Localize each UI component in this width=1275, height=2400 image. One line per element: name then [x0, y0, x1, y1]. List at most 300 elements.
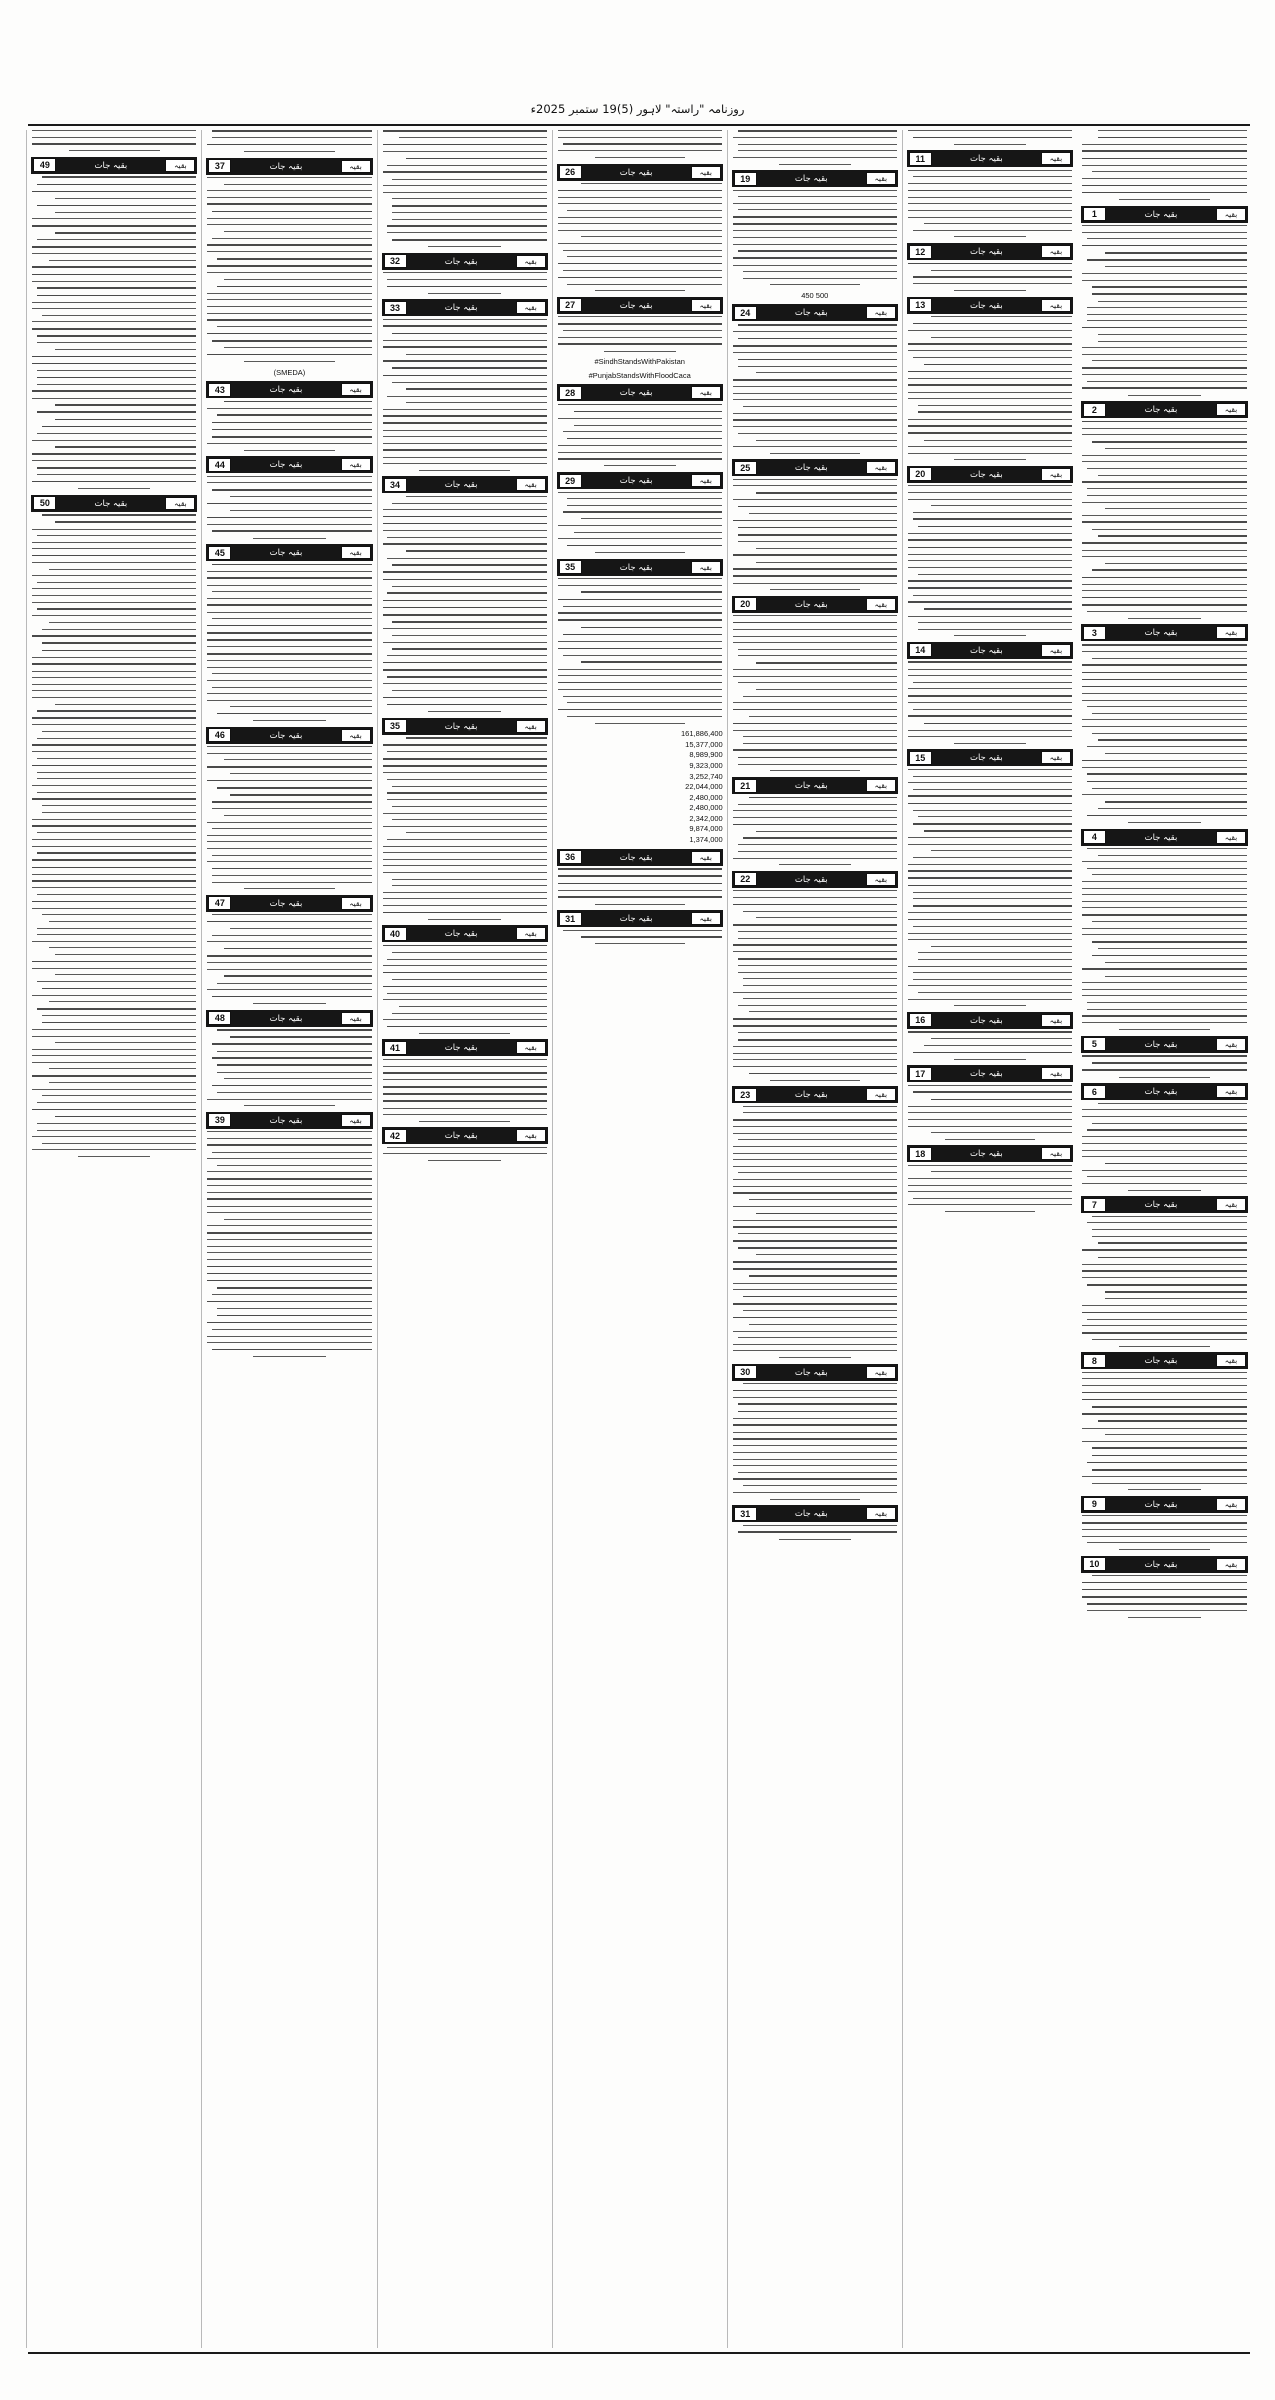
- text-line: [1098, 1257, 1247, 1259]
- text-line: [42, 988, 196, 990]
- text-line: [32, 274, 196, 276]
- text-line: [383, 852, 547, 853]
- text-line: [738, 1411, 897, 1413]
- text-line: [207, 660, 371, 661]
- text-line: [32, 1075, 196, 1077]
- text-line: [1082, 693, 1247, 694]
- section-label: بقیہ جات: [269, 460, 303, 471]
- text-line: [399, 1006, 547, 1007]
- text-line: [931, 850, 1072, 851]
- article-block-33: [382, 299, 548, 471]
- text-line: [954, 743, 1026, 744]
- text-line: [207, 1225, 371, 1226]
- article-header-bar: [732, 777, 898, 794]
- continuation-tag: بقیہ: [866, 873, 896, 886]
- text-line: [918, 411, 1072, 413]
- text-line: [217, 326, 371, 327]
- section-label: بقیہ جات: [94, 498, 128, 509]
- text-line: [581, 236, 722, 237]
- text-line: [55, 521, 196, 523]
- text-line: [383, 319, 547, 320]
- text-line: [918, 629, 1072, 630]
- text-line: [733, 669, 897, 670]
- text-line: [1105, 1434, 1247, 1435]
- article-number-badge: 15: [909, 751, 932, 765]
- numeric-value: 2,342,000: [689, 813, 723, 823]
- text-line: [212, 238, 371, 239]
- article-block-8: [1081, 1352, 1248, 1490]
- text-line: [908, 1191, 1072, 1192]
- text-line: [387, 792, 546, 794]
- text-line: [954, 236, 1026, 237]
- text-line: [217, 1092, 371, 1093]
- article-block-15: [907, 749, 1073, 1006]
- text-line: [595, 904, 685, 905]
- text-line: [42, 176, 196, 178]
- text-line: [32, 690, 196, 691]
- text-line: [908, 203, 1072, 204]
- text-line: [224, 347, 372, 348]
- text-line: [913, 857, 1072, 858]
- text-line: [558, 197, 722, 198]
- article-body: [206, 1131, 372, 1357]
- text-line: [733, 554, 897, 556]
- article-header-bar: [907, 749, 1073, 766]
- text-line: [908, 912, 1072, 913]
- article-block-28: [557, 384, 723, 466]
- article-body: [907, 170, 1073, 238]
- text-line: [738, 130, 897, 132]
- text-line: [908, 661, 1072, 663]
- text-line: [383, 986, 547, 988]
- text-line: [37, 335, 196, 337]
- section-label: بقیہ جات: [444, 256, 478, 267]
- article-body: [907, 316, 1073, 460]
- text-line: [733, 230, 897, 231]
- text-line: [383, 530, 547, 531]
- text-line: [738, 931, 897, 932]
- text-line: [558, 599, 722, 601]
- text-line: [738, 1032, 897, 1033]
- continuation-tag: بقیہ: [1216, 1198, 1246, 1211]
- text-line: [908, 425, 1072, 427]
- text-line: [733, 1066, 897, 1067]
- text-line: [1082, 719, 1247, 720]
- text-line: [558, 585, 722, 586]
- text-line: [383, 272, 547, 273]
- text-line: [392, 179, 546, 180]
- text-line: [756, 562, 897, 563]
- text-line: [567, 702, 721, 703]
- text-line: [749, 716, 897, 717]
- text-line: [383, 669, 547, 671]
- text-line: [733, 636, 897, 637]
- text-line: [406, 354, 547, 355]
- text-line: [387, 959, 546, 960]
- text-line: [954, 144, 1026, 145]
- text-line: [207, 299, 371, 300]
- text-line: [224, 279, 372, 280]
- text-line: [733, 1397, 897, 1398]
- text-line: [32, 130, 196, 131]
- text-line: [733, 642, 897, 643]
- text-line: [738, 144, 897, 145]
- text-line: [55, 1042, 196, 1043]
- text-line: [908, 263, 1072, 265]
- text-line: [567, 438, 721, 440]
- text-line: [1105, 962, 1247, 963]
- text-line: [913, 595, 1072, 596]
- article-header-bar: [382, 1039, 548, 1056]
- article-header-bar: [907, 1065, 1073, 1082]
- text-line: [908, 736, 1072, 737]
- text-line: [1087, 1009, 1247, 1010]
- article-block-continued: [557, 130, 723, 158]
- article-body: [1081, 848, 1248, 1030]
- text-line: [383, 443, 547, 444]
- article-header-bar: [382, 299, 548, 316]
- text-line: [37, 1008, 196, 1010]
- text-line: [581, 627, 722, 629]
- text-line: [212, 801, 371, 803]
- section-label: بقیہ جات: [269, 898, 303, 909]
- text-line: [32, 481, 196, 483]
- text-line: [387, 993, 546, 994]
- text-line: [558, 648, 722, 650]
- article-number-badge: 36: [559, 850, 582, 864]
- continuation-tag: بقیہ: [1216, 1038, 1246, 1051]
- text-line: [558, 875, 722, 877]
- section-label: بقیہ جات: [619, 562, 653, 573]
- text-line: [558, 689, 722, 690]
- text-line: [1098, 948, 1247, 949]
- section-label: بقیہ جات: [969, 1015, 1003, 1026]
- text-line: [738, 366, 897, 367]
- article-header-bar: [907, 1145, 1073, 1162]
- text-line: [908, 492, 1072, 493]
- article-number-badge: 28: [559, 386, 582, 400]
- text-line: [32, 684, 196, 685]
- text-line: [743, 736, 897, 737]
- text-line: [1098, 1242, 1247, 1244]
- article-number-badge: 29: [559, 474, 582, 488]
- text-line: [419, 1033, 509, 1034]
- text-line: [908, 616, 1072, 617]
- text-line: [42, 914, 196, 915]
- text-line: [212, 855, 371, 856]
- article-header-bar: [382, 476, 548, 493]
- text-line: [945, 1211, 1035, 1212]
- text-line: [207, 218, 371, 219]
- text-line: [756, 917, 897, 918]
- text-line: [37, 184, 196, 186]
- text-line: [428, 246, 500, 247]
- text-line: [908, 130, 1072, 131]
- text-line: [931, 316, 1072, 317]
- text-line: [1082, 225, 1247, 226]
- text-line: [756, 492, 897, 494]
- text-line: [581, 183, 722, 184]
- text-line: [1082, 651, 1247, 652]
- text-line: [1082, 604, 1247, 606]
- text-line: [42, 1095, 196, 1096]
- article-block-9: [1081, 1496, 1248, 1550]
- section-label: بقیہ جات: [794, 308, 828, 319]
- text-line: [207, 1342, 371, 1343]
- text-line: [244, 151, 334, 152]
- text-line: [558, 404, 722, 406]
- text-line: [217, 258, 371, 260]
- text-line: [581, 936, 722, 938]
- text-line: [931, 337, 1072, 338]
- article-header-bar: [31, 495, 197, 512]
- continuation-tag: بقیہ: [1216, 1354, 1246, 1367]
- text-line: [37, 535, 196, 536]
- text-line: [383, 1072, 547, 1074]
- text-line: [908, 217, 1072, 218]
- continuation-tag: بقیہ: [516, 255, 546, 268]
- text-line: [924, 1045, 1072, 1046]
- text-line: [207, 969, 371, 970]
- text-line: [733, 1226, 897, 1228]
- text-line: [1119, 1346, 1210, 1347]
- article-header-bar: [732, 596, 898, 613]
- section-label: بقیہ جات: [444, 1043, 478, 1054]
- text-line: [387, 655, 546, 656]
- text-line: [733, 1153, 897, 1154]
- text-line: [212, 1329, 371, 1330]
- text-line: [224, 1219, 372, 1220]
- continuation-tag: بقیہ: [1041, 644, 1071, 657]
- article-number-badge: 21: [734, 779, 757, 793]
- text-line: [743, 1112, 897, 1113]
- article-body: [1081, 1515, 1248, 1550]
- text-line: [383, 516, 547, 518]
- text-line: [42, 1015, 196, 1016]
- numeric-value: 9,323,000: [689, 760, 723, 770]
- text-line: [743, 696, 897, 697]
- article-body: [907, 485, 1073, 636]
- text-line: [749, 513, 897, 514]
- text-line: [558, 343, 722, 345]
- text-line: [392, 367, 546, 369]
- text-line: [1092, 788, 1247, 789]
- text-line: [387, 799, 546, 800]
- text-line: [581, 591, 722, 593]
- text-line: [1098, 1103, 1247, 1104]
- text-line: [387, 779, 546, 780]
- article-block-continued: [1081, 130, 1248, 200]
- text-line: [55, 954, 196, 955]
- text-line: [383, 192, 547, 193]
- text-column-4: [552, 130, 727, 2348]
- text-line: [738, 965, 897, 966]
- text-line: [1082, 515, 1247, 516]
- text-line: [908, 560, 1072, 561]
- text-line: [1082, 1055, 1247, 1057]
- article-body: [382, 272, 548, 293]
- section-label: بقیہ جات: [1144, 628, 1178, 639]
- text-line: [908, 398, 1072, 399]
- text-line: [913, 1198, 1072, 1199]
- text-line: [918, 952, 1072, 953]
- text-line: [918, 622, 1072, 623]
- text-line: [32, 575, 196, 576]
- article-header-bar: [1081, 1196, 1248, 1213]
- text-line: [212, 1057, 371, 1059]
- text-line: [908, 1165, 1072, 1166]
- text-line: [908, 919, 1072, 921]
- text-line: [207, 1280, 371, 1282]
- article-number-badge: 11: [909, 152, 932, 166]
- text-line: [383, 457, 547, 458]
- text-line: [406, 158, 547, 160]
- text-line: [913, 230, 1072, 231]
- text-line: [217, 1315, 371, 1317]
- continuation-tag: بقیہ: [1041, 152, 1071, 165]
- text-line: [1082, 374, 1247, 375]
- text-line: [743, 1383, 897, 1384]
- section-label: بقیہ جات: [794, 874, 828, 885]
- text-line: [387, 396, 546, 397]
- text-line: [749, 1324, 897, 1325]
- text-line: [913, 283, 1072, 284]
- text-line: [908, 547, 1072, 549]
- article-body: [557, 183, 723, 291]
- continuation-tag: بقیہ: [866, 1366, 896, 1379]
- text-line: [207, 612, 371, 613]
- text-line: [207, 941, 371, 942]
- text-line: [733, 897, 897, 898]
- continuation-tag: بقیہ: [691, 299, 721, 312]
- text-line: [1082, 185, 1247, 187]
- text-line: [908, 1112, 1072, 1113]
- numeric-table-row: [557, 750, 723, 761]
- article-body: [382, 945, 548, 1034]
- text-line: [567, 545, 721, 547]
- text-line: [756, 1254, 897, 1255]
- article-header-bar: [206, 381, 372, 398]
- text-line: [37, 239, 196, 240]
- text-line: [563, 330, 722, 331]
- article-body: [1081, 225, 1248, 396]
- text-line: [770, 284, 860, 285]
- text-line: [32, 1089, 196, 1090]
- text-line: [558, 452, 722, 453]
- text-line: [32, 908, 196, 909]
- numeric-value: 15,377,000: [685, 739, 723, 749]
- text-line: [207, 639, 371, 641]
- section-label: بقیہ جات: [619, 914, 653, 925]
- article-header-bar: [206, 1112, 372, 1129]
- section-label: بقیہ جات: [969, 247, 1003, 257]
- text-line: [595, 723, 685, 724]
- text-line: [207, 203, 371, 205]
- text-line: [383, 571, 547, 573]
- text-line: [1092, 713, 1247, 714]
- text-line: [738, 196, 897, 197]
- text-line: [945, 1139, 1035, 1140]
- text-line: [558, 150, 722, 151]
- text-line: [207, 835, 371, 836]
- text-line: [1082, 1143, 1247, 1144]
- text-line: [37, 295, 196, 297]
- continuation-tag: بقیہ: [691, 474, 721, 487]
- text-line: [383, 912, 547, 914]
- text-line: [743, 978, 897, 979]
- article-block-39: [206, 1112, 372, 1357]
- text-line: [42, 812, 196, 813]
- text-line: [207, 604, 371, 606]
- text-line: [207, 822, 371, 823]
- continuation-tag: بقیہ: [866, 1507, 896, 1520]
- text-line: [1098, 334, 1247, 335]
- text-line: [1082, 1156, 1247, 1157]
- text-line: [217, 787, 371, 789]
- text-line: [207, 680, 371, 681]
- text-line: [908, 933, 1072, 934]
- article-body: [1081, 644, 1248, 823]
- text-line: [1082, 521, 1247, 523]
- text-line: [217, 713, 371, 715]
- text-line: [733, 265, 897, 266]
- numeric-table-row: [557, 793, 723, 804]
- article-number-badge: 31: [734, 1507, 757, 1521]
- section-label: بقیہ جات: [1144, 405, 1178, 416]
- text-line: [1082, 1150, 1247, 1151]
- text-line: [1128, 1190, 1201, 1191]
- text-line: [37, 1123, 196, 1124]
- text-line: [32, 542, 196, 543]
- text-line: [733, 1059, 897, 1060]
- text-line: [913, 823, 1072, 825]
- text-line: [207, 313, 371, 314]
- text-line: [212, 1152, 371, 1153]
- text-line: [1082, 1582, 1247, 1584]
- article-block-2: [1081, 401, 1248, 619]
- text-line: [392, 690, 546, 691]
- text-line: [1128, 1489, 1201, 1490]
- text-line: [733, 520, 897, 522]
- text-line: [1092, 1483, 1247, 1484]
- article-number-badge: 6: [1083, 1085, 1106, 1099]
- text-line: [733, 1432, 897, 1433]
- text-line: [42, 629, 196, 630]
- text-line: [1119, 1029, 1210, 1030]
- text-line: [913, 810, 1072, 811]
- text-line: [32, 308, 196, 309]
- text-line: [738, 250, 897, 252]
- text-line: [383, 144, 547, 146]
- article-block-45: [206, 544, 372, 721]
- text-line: [32, 555, 196, 557]
- text-line: [908, 939, 1072, 940]
- text-line: [908, 669, 1072, 670]
- abbreviation-text: (SMEDA): [273, 367, 306, 377]
- numeric-value: 2,480,000: [689, 792, 723, 802]
- text-line: [387, 839, 546, 840]
- text-line: [1105, 508, 1247, 509]
- text-line: [207, 571, 371, 572]
- text-line: [1082, 726, 1247, 727]
- text-line: [738, 527, 897, 529]
- text-line: [567, 284, 721, 285]
- text-line: [217, 286, 371, 288]
- text-line: [1119, 1549, 1210, 1550]
- text-line: [32, 1109, 196, 1111]
- text-line: [207, 272, 371, 273]
- text-line: [207, 577, 371, 579]
